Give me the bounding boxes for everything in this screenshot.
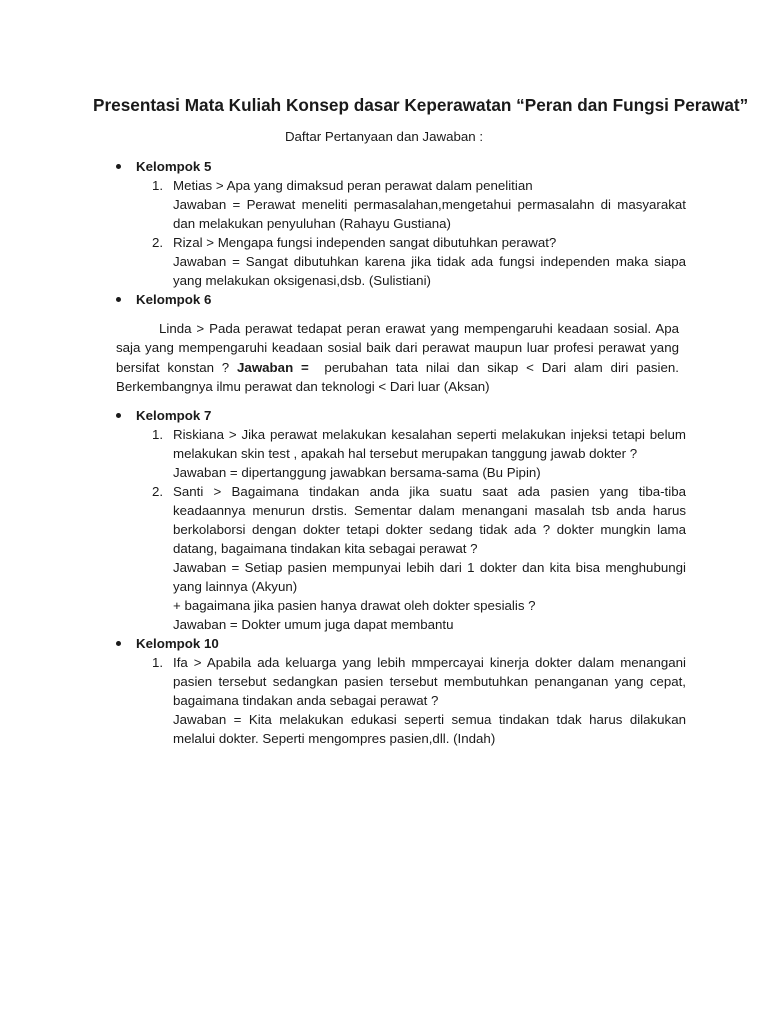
question-text: Riskiana > Jika perawat melakukan kesalahan seperti melakukan injeksi tetapi belum melakukan skin test , apakah hal tersebut merupakan tanggung jawab dokter ?: [173, 427, 686, 461]
paragraph-question: Linda > Pada perawat tedapat peran erawat yang mempengaruhi keadaan sosial. Apa saja yang mempengaruhi keadaan sosial baik dari perawat maupun luar profesi perawat yang bersifat konstan ?: [116, 321, 679, 375]
item-number: 2.: [152, 235, 164, 250]
question-list: [116, 653, 686, 748]
paragraph-answer: perubahan tata nilai dan sikap < Dari alam diri pasien. Berkembangnya ilmu perawat dan teknologi < Dari luar (Aksan): [116, 359, 679, 394]
question-list: [116, 425, 686, 634]
bullet-icon: [116, 164, 121, 169]
bullet-icon: [116, 297, 121, 302]
item-number: 1.: [152, 178, 164, 193]
group-kelompok-10: [116, 634, 686, 748]
question-text: Rizal > Mengapa fungsi independen sangat dibutuhkan perawat?: [173, 235, 557, 250]
answer-text: Jawaban = Setiap pasien mempunyai lebih dari 1 dokter dan kita bisa menghubungi yang lainnya (Akyun): [173, 560, 686, 594]
group-heading: [116, 634, 686, 653]
question-item: [116, 653, 686, 748]
bullet-icon: [116, 413, 121, 418]
document-title: Presentasi Mata Kuliah Konsep dasar Keperawatan “Peran dan Fungsi Perawat”: [93, 95, 749, 115]
group-label: Kelompok 10: [136, 636, 219, 651]
group-label: Kelompok 5: [136, 159, 212, 174]
question-text: Santi > Bagaimana tindakan anda jika suatu saat ada pasien yang tiba-tiba keadaannya menurun drstis. Sementar dalam menangani masalah tsb anda harus berkolaborsi dengan dokter tetapi dokter sedang tidak ada ? dokter mungkin lama datang, bagaimana tindakan kita sebagai perawat ?: [173, 484, 686, 556]
group-kelompok-7: [116, 406, 686, 634]
question-text: Ifa > Apabila ada keluarga yang lebih mmpercayai kinerja dokter dalam menangani pasien tersebut sedangkan pasien tersebut membutuhkan penanganan yang cepat, bagaimana tindakan anda sebagai perawat ?: [173, 655, 686, 708]
document-subtitle: Daftar Pertanyaan dan Jawaban :: [284, 129, 484, 144]
answer-text: Jawaban = Kita melakukan edukasi seperti semua tindakan tdak harus dilakukan melalui dokter. Seperti mengompres pasien,dll. (Indah): [173, 712, 686, 746]
question-item: [116, 482, 686, 634]
item-number: 1.: [152, 427, 164, 442]
paragraph-answer-label: Jawaban =: [237, 359, 309, 375]
group-kelompok-5: [116, 157, 686, 290]
followup-question: + bagaimana jika pasien hanya drawat oleh dokter spesialis ?: [173, 598, 536, 613]
discussion-paragraph: [116, 319, 679, 396]
group-heading: [116, 157, 686, 176]
answer-text: Jawaban = Sangat dibutuhkan karena jika tidak ada fungsi independen maka siapa yang melakukan oksigenasi,dsb. (Sulistiani): [173, 254, 686, 288]
followup-answer: Jawaban = Dokter umum juga dapat membantu: [173, 617, 454, 632]
group-heading: [116, 406, 686, 425]
answer-text: Jawaban = Perawat meneliti permasalahan,mengetahui permasalahn di masyarakat dan melakukan penyuluhan (Rahayu Gustiana): [173, 197, 686, 231]
group-kelompok-6: [116, 290, 686, 309]
question-item: [116, 233, 686, 290]
question-item: [116, 425, 686, 482]
question-item: [116, 176, 686, 233]
item-number: 2.: [152, 484, 164, 499]
answer-text: Jawaban = dipertanggung jawabkan bersama-sama (Bu Pipin): [173, 465, 541, 480]
question-list: [116, 176, 686, 290]
group-label: Kelompok 6: [136, 292, 212, 307]
question-text: Metias > Apa yang dimaksud peran perawat dalam penelitian: [173, 178, 533, 193]
group-label: Kelompok 7: [136, 408, 212, 423]
group-heading: [116, 290, 686, 309]
item-number: 1.: [152, 655, 164, 670]
bullet-icon: [116, 641, 121, 646]
